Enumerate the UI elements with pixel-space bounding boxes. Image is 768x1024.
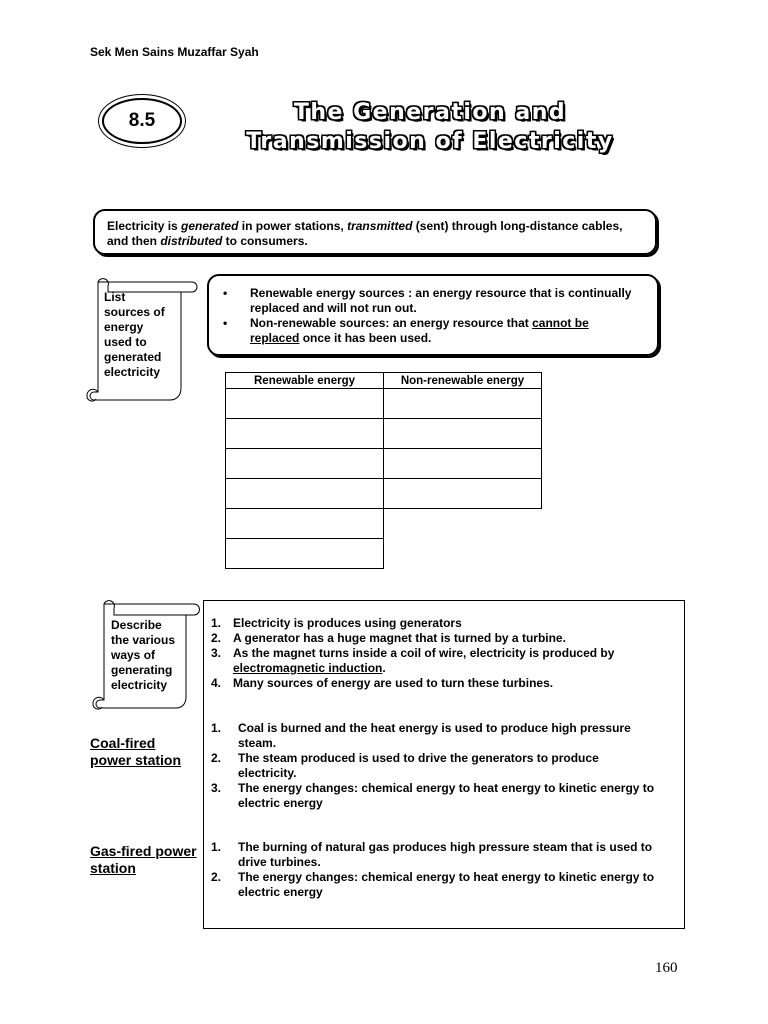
scroll-2-line: the various bbox=[111, 633, 176, 647]
answer-cell[interactable] bbox=[226, 389, 384, 419]
column-header-nonrenewable: Non-renewable energy bbox=[384, 373, 542, 389]
item-number: 2. bbox=[211, 631, 222, 645]
term-electromagnetic-induction: electromagnetic induction bbox=[233, 661, 383, 675]
list-item bbox=[211, 631, 614, 646]
title-line-2: Transmission of Electricity bbox=[246, 129, 614, 154]
item-text: The energy changes: chemical energy to heat energy to kinetic energy to bbox=[238, 781, 655, 795]
section-number-badge bbox=[102, 98, 182, 144]
table-header-row bbox=[226, 373, 542, 389]
item-text: The burning of natural gas produces high pressure steam that is used to bbox=[238, 840, 653, 854]
item-text: Electricity is produces using generators bbox=[233, 616, 462, 630]
table-row bbox=[226, 419, 542, 449]
item-text: electric energy bbox=[238, 885, 323, 899]
table-row bbox=[226, 479, 542, 509]
scroll-1-line: used to bbox=[104, 335, 147, 349]
gas-fired-list bbox=[211, 840, 654, 900]
item-text: The steam produced is used to drive the generators to produce bbox=[238, 751, 599, 765]
item-text: Coal is burned and the heat energy is used to produce high pressure bbox=[238, 721, 631, 735]
intro-line-1 bbox=[107, 219, 655, 234]
renewable-definition bbox=[219, 286, 647, 316]
label-line: power station bbox=[90, 752, 182, 768]
list-item bbox=[211, 870, 654, 900]
list-item bbox=[211, 646, 614, 676]
definition-emphasis: replaced bbox=[250, 331, 300, 345]
item-text: electricity. bbox=[238, 766, 297, 780]
scroll-2-label bbox=[111, 618, 175, 693]
answer-cell[interactable] bbox=[384, 419, 542, 449]
page-number: 160 bbox=[655, 960, 678, 976]
item-number: 3. bbox=[211, 646, 222, 660]
section-number: 8.5 bbox=[128, 110, 156, 131]
intro-term-transmitted: transmitted bbox=[347, 219, 413, 233]
definition-text: Non-renewable sources: an energy resource that bbox=[250, 316, 533, 330]
item-text: The energy changes: chemical energy to heat energy to kinetic energy to bbox=[238, 870, 655, 884]
scroll-1-label bbox=[104, 290, 165, 380]
definition-text: once it has been used. bbox=[299, 331, 432, 345]
answer-cell[interactable] bbox=[384, 449, 542, 479]
list-item bbox=[211, 721, 654, 751]
definition-line: replaced and will not run out. bbox=[250, 301, 417, 315]
item-text: steam. bbox=[238, 736, 277, 750]
energy-sources-table bbox=[225, 372, 542, 569]
coal-fired-label bbox=[90, 735, 181, 769]
item-number: 1. bbox=[211, 840, 222, 854]
definition-line bbox=[250, 316, 589, 331]
intro-text: in power stations, bbox=[238, 219, 348, 233]
scroll-1-line: electricity bbox=[104, 365, 161, 379]
nonrenewable-definition bbox=[219, 316, 647, 346]
column-header-renewable: Renewable energy bbox=[226, 373, 384, 389]
item-number: 1. bbox=[211, 721, 222, 735]
answer-cell[interactable] bbox=[226, 509, 384, 539]
empty-cell bbox=[384, 509, 542, 539]
list-item bbox=[211, 676, 614, 691]
answer-cell[interactable] bbox=[226, 419, 384, 449]
item-number: 2. bbox=[211, 751, 222, 765]
scroll-1-line: List bbox=[104, 290, 126, 304]
item-text bbox=[233, 661, 614, 676]
generation-box bbox=[203, 600, 685, 929]
item-text: drive turbines. bbox=[238, 855, 321, 869]
item-number: 3. bbox=[211, 781, 222, 795]
scroll-2-line: ways of bbox=[111, 648, 156, 662]
intro-text: to consumers. bbox=[222, 234, 308, 248]
bullet-icon: • bbox=[223, 316, 228, 330]
energy-sources-definitions bbox=[207, 274, 659, 356]
coal-fired-list bbox=[211, 721, 654, 811]
intro-box bbox=[93, 209, 657, 255]
intro-text: Electricity is bbox=[107, 219, 182, 233]
item-text: electric energy bbox=[238, 796, 323, 810]
answer-cell[interactable] bbox=[226, 449, 384, 479]
bullet-icon: • bbox=[223, 286, 228, 300]
item-number: 4. bbox=[211, 676, 222, 690]
table-row bbox=[226, 389, 542, 419]
intro-term-generated: generated bbox=[181, 219, 239, 233]
scroll-2-line: electricity bbox=[111, 678, 168, 692]
gas-fired-label bbox=[90, 843, 197, 877]
table-row bbox=[226, 449, 542, 479]
intro-term-distributed: distributed bbox=[160, 234, 223, 248]
definition-emphasis: cannot be bbox=[532, 316, 589, 330]
item-text: A generator has a huge magnet that is turned by a turbine. bbox=[233, 631, 566, 645]
table-row bbox=[226, 539, 542, 569]
answer-cell[interactable] bbox=[226, 479, 384, 509]
label-line: station bbox=[90, 860, 136, 876]
list-item bbox=[211, 616, 614, 631]
label-line: Coal-fired bbox=[90, 735, 156, 751]
table-row bbox=[226, 509, 542, 539]
item-text: As the magnet turns inside a coil of wire, electricity is produced by bbox=[233, 646, 615, 660]
list-item bbox=[211, 751, 654, 781]
list-item bbox=[211, 840, 654, 870]
definition-line bbox=[250, 331, 589, 346]
intro-text: and then bbox=[107, 234, 161, 248]
answer-cell[interactable] bbox=[384, 479, 542, 509]
item-text: Many sources of energy are used to turn these turbines. bbox=[233, 676, 554, 690]
page-title bbox=[190, 98, 670, 156]
scroll-1-line: energy bbox=[104, 320, 144, 334]
answer-cell[interactable] bbox=[226, 539, 384, 569]
answer-cell[interactable] bbox=[384, 389, 542, 419]
item-number: 2. bbox=[211, 870, 222, 884]
item-number: 1. bbox=[211, 616, 222, 630]
list-item bbox=[211, 781, 654, 811]
empty-cell bbox=[384, 539, 542, 569]
label-line: Gas-fired power bbox=[90, 843, 197, 859]
scroll-2-line: generating bbox=[111, 663, 173, 677]
intro-text: (sent) through long-distance cables, bbox=[412, 219, 623, 233]
school-name: Sek Men Sains Muzaffar Syah bbox=[90, 45, 259, 59]
scroll-1-line: generated bbox=[104, 350, 162, 364]
title-line-1: The Generation and bbox=[293, 100, 567, 125]
generation-list bbox=[211, 616, 614, 691]
definition-line: Renewable energy sources : an energy resource that is continually bbox=[250, 286, 632, 300]
scroll-2-line: Describe bbox=[111, 618, 162, 632]
item-text: . bbox=[382, 661, 386, 675]
scroll-1-line: sources of bbox=[104, 305, 165, 319]
intro-line-2 bbox=[107, 234, 655, 249]
